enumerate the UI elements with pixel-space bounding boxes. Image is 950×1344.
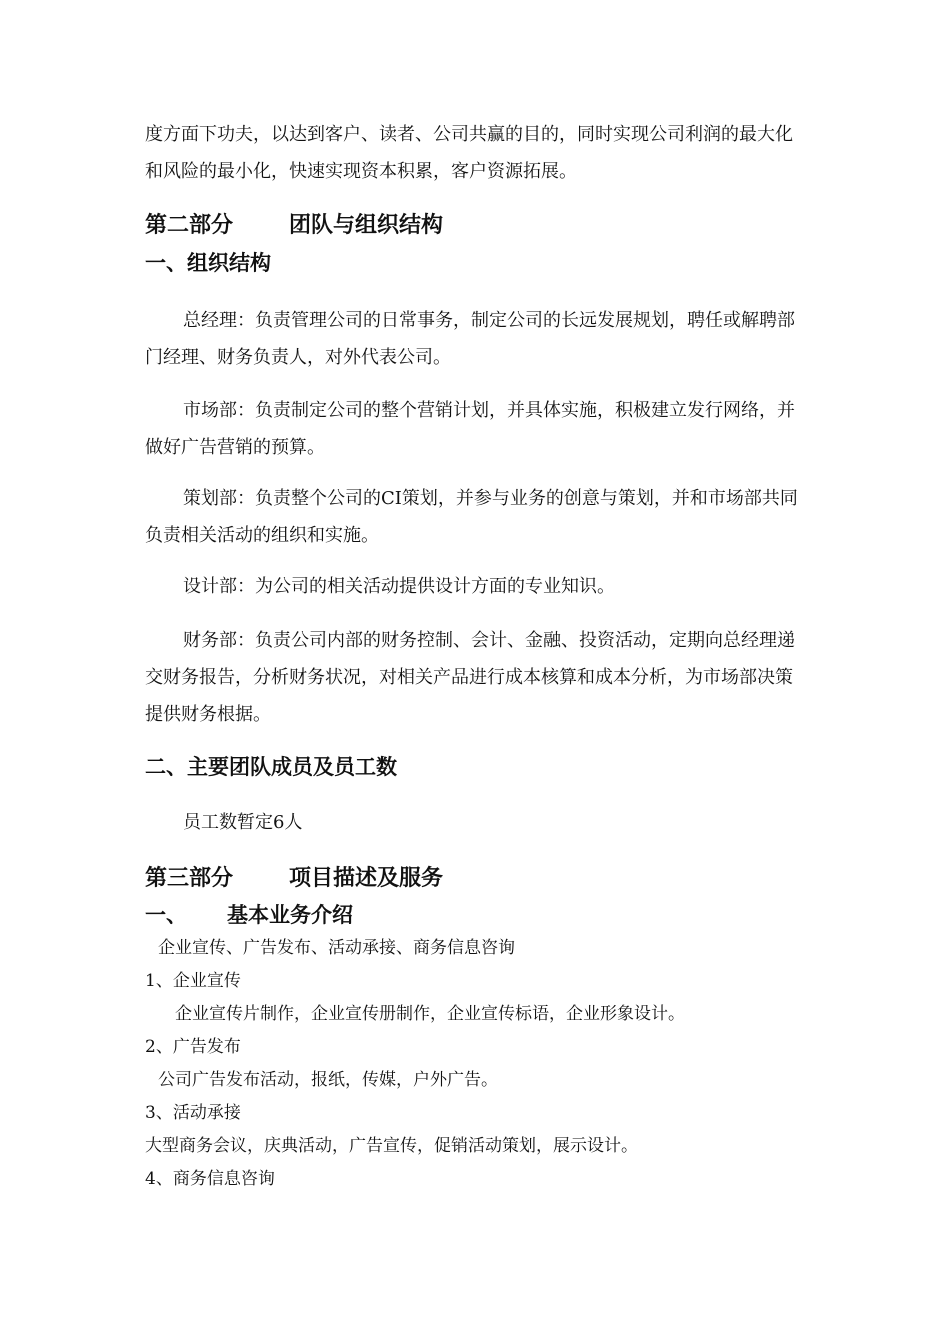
item-title: 4、商务信息咨询 [145,1169,275,1189]
item-title: 3、活动承接 [145,1103,241,1123]
part2-heading [145,211,810,241]
part2-label: 第二部分 [145,213,234,238]
planning-paragraph: 策划部：负责整个公司的CI策划，并参与业务的创意与策划，并和市场部共同负责相关活动的组织和实施。 [145,488,798,546]
design-paragraph: 设计部：为公司的相关活动提供设计方面的专业知识。 [183,576,615,597]
item-desc: 企业宣传片制作，企业宣传册制作，企业宣传标语，企业形象设计。 [175,1004,685,1024]
staff-count: 员工数暂定6人 [183,812,303,833]
marketing-paragraph: 市场部：负责制定公司的整个营销计划，并具体实施，积极建立发行网络，并做好广告营销的预算。 [145,400,795,458]
item-desc: 大型商务会议，庆典活动，广告宣传，促销活动策划，展示设计。 [145,1136,638,1156]
item-title: 1、企业宣传 [145,971,241,991]
item-desc: 公司广告发布活动，报纸，传媒，户外广告。 [158,1070,498,1090]
item-title: 2、广告发布 [145,1037,241,1057]
team-heading: 二、主要团队成员及员工数 [145,754,397,779]
gm-paragraph: 总经理：负责管理公司的日常事务，制定公司的长远发展规划，聘任或解聘部门经理、财务负责人，对外代表公司。 [145,310,795,368]
business-intro-heading [145,900,810,930]
business-intro-title: 基本业务介绍 [227,902,353,927]
part3-label: 第三部分 [145,866,234,891]
intro-paragraph: 度方面下功夫，以达到客户、读者、公司共赢的目的，同时实现公司利润的最大化和风险的最小化，快速实现资本积累，客户资源拓展。 [145,124,793,182]
part2-title: 团队与组织结构 [289,213,444,238]
business-summary: 企业宣传、广告发布、活动承接、商务信息咨询 [158,938,515,958]
part3-heading [145,864,810,894]
business-intro-num: 一、 [145,902,187,927]
org-structure-heading: 一、组织结构 [145,250,271,275]
finance-paragraph: 财务部：负责公司内部的财务控制、会计、金融、投资活动，定期向总经理递交财务报告，分析财务状况，对相关产品进行成本核算和成本分析，为市场部决策提供财务根据。 [145,630,795,725]
part3-title: 项目描述及服务 [289,866,444,891]
